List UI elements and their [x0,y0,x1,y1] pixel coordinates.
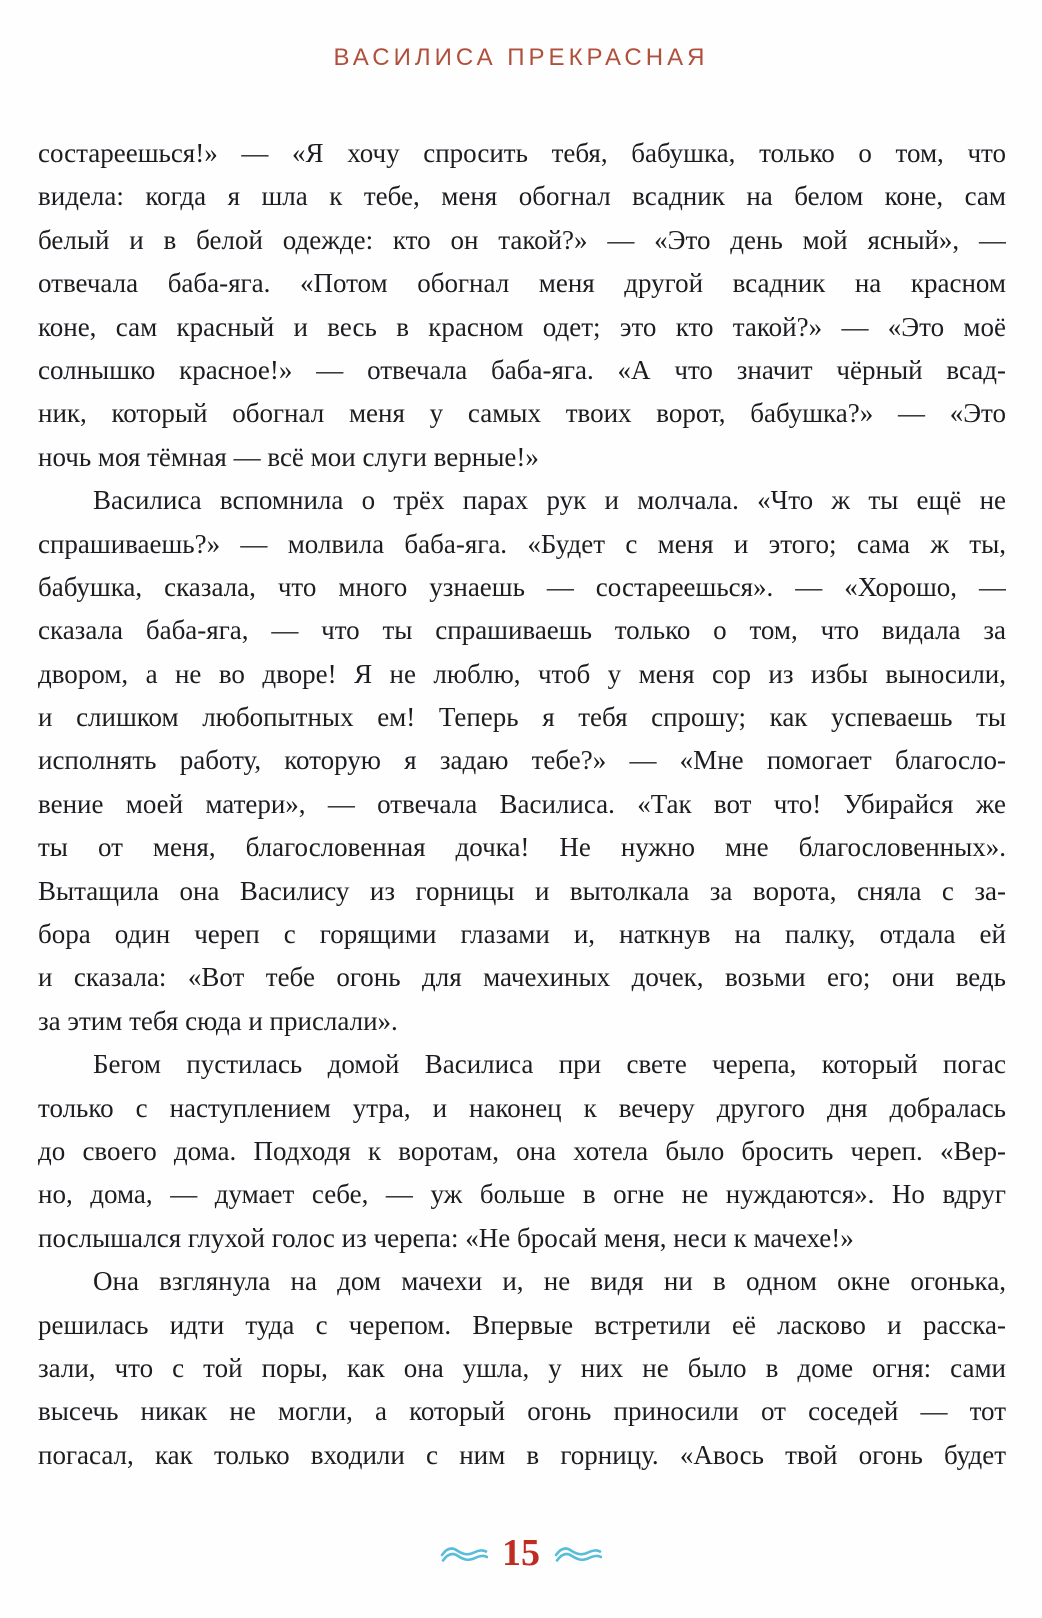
text-line: солнышко красное!» — отвечала баба-яга. «А что значит чёрный всад- [38,354,1006,385]
paragraph [38,479,1006,1043]
body-text [38,132,1006,1477]
text-line: и сказала: «Вот тебе огонь для мачехиных дочек, возьми его; они ведь [38,962,1006,993]
text-line: состареешься!» — «Я хочу спросить тебя, бабушка, только о том, что [38,138,1006,168]
text-line: ночь моя тёмная — всё мои слуги верные!» [38,441,539,472]
page-number: 15 [502,1532,540,1574]
text-line: бабушка, сказала, что много узнаешь — состареешься». — «Хорошо, — [38,571,1006,602]
paragraph [38,1043,1006,1260]
text-line: отвечала баба-яга. «Потом обогнал меня другой всадник на красном [38,268,1006,299]
text-line: ник, который обогнал меня у самых твоих ворот, бабушка?» — «Это [38,398,1006,429]
wave-flourish-right-icon [554,1541,602,1565]
text-line: решилась идти туда с черепом. Впервые встретили её ласково и расска- [38,1309,1006,1340]
page-footer [0,1534,1042,1572]
text-line: бора один череп с горящими глазами и, наткнув на палку, отдала ей [38,919,1006,950]
text-line: Вытащила она Василису из горницы и вытолкала за ворота, сняла с за- [38,875,1006,906]
text-line: Она взглянула на дом мачехи и, не видя ни в одном окне огонька, [93,1266,1006,1297]
text-line: и слишком любопытных ем! Теперь я тебя спрошу; как успеваешь ты [38,702,1006,733]
text-line: ты от меня, благословенная дочка! Не нужно мне благословенных». [38,832,1006,863]
text-line: коне, сам красный и весь в красном одет; это кто такой?» — «Это моё [38,311,1006,342]
chapter-title: ВАСИЛИСА ПРЕКРАСНАЯ [333,44,709,71]
text-line: Бегом пустилась домой Василиса при свете черепа, который погас [93,1049,1006,1080]
text-line: высечь никак не могли, а который огонь приносили от соседей — тот [38,1396,1006,1427]
text-line: послышался глухой голос из черепа: «Не бросай меня, неси к мачехе!» [38,1222,854,1253]
paragraph [38,1260,1006,1477]
text-line: видела: когда я шла к тебе, меня обогнал всадник на белом коне, сам [38,181,1006,212]
text-line: погасал, как только входили с ним в горницу. «Авось твой огонь будет [38,1439,1006,1470]
text-line: двором, а не во дворе! Я не люблю, чтоб у меня сор из избы выносили, [38,658,1006,689]
text-line: зали, что с той поры, как она ушла, у них не было в доме огня: сами [38,1352,1006,1383]
text-line: Василиса вспомнила о трёх парах рук и молчала. «Что ж ты ещё не [93,485,1006,516]
text-line: исполнять работу, которую я задаю тебе?» — «Мне помогает благосло- [38,745,1006,776]
text-line: сказала баба-яга, — что ты спрашиваешь только о том, что видала за [38,615,1006,646]
text-line: до своего дома. Подходя к воротам, она хотела было бросить череп. «Вер- [38,1135,1006,1166]
text-line: вение моей матери», — отвечала Василиса. «Так вот что! Убирайся же [38,788,1006,819]
text-line: только с наступлением утра, и наконец к вечеру другого дня добралась [38,1092,1006,1123]
text-line: спрашиваешь?» — молвила баба-яга. «Будет с меня и этого; сама ж ты, [38,528,1006,559]
wave-flourish-left-icon [440,1541,488,1565]
text-line: белый и в белой одежде: кто он такой?» — «Это день мой ясный», — [38,224,1006,255]
text-line: за этим тебя сюда и прислали». [38,1005,398,1036]
paragraph [38,132,1006,479]
text-line: но, дома, — думает себе, — уж больше в огне не нуждаются». Но вдруг [38,1179,1006,1210]
